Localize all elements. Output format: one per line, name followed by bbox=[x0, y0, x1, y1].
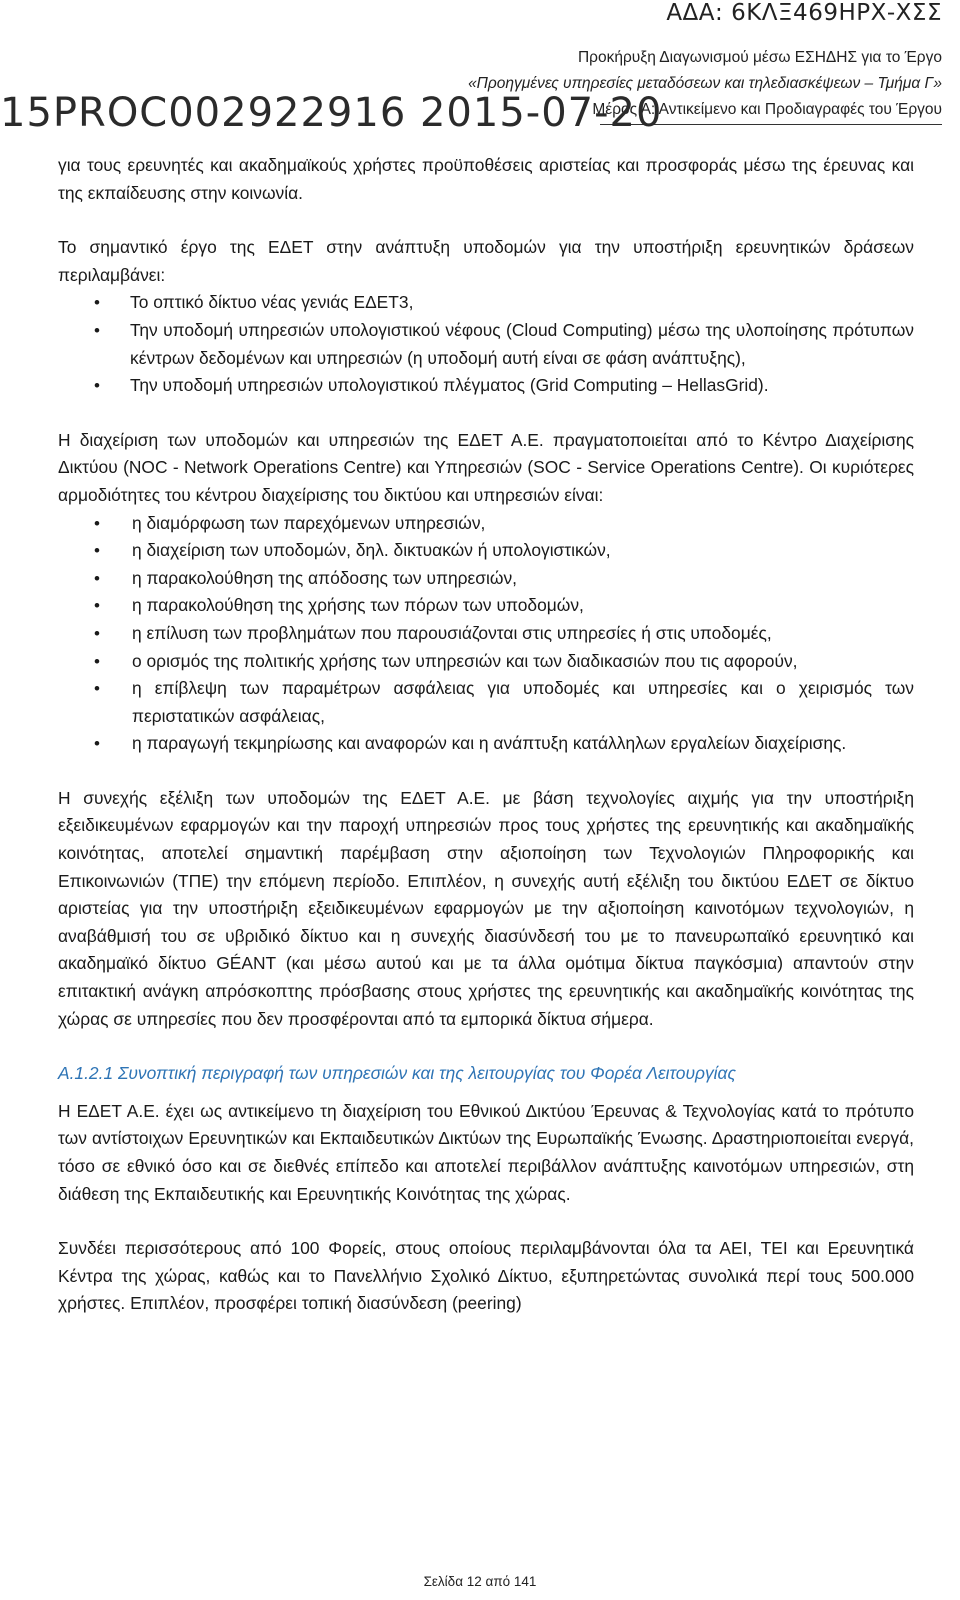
list-item: • η διαχείριση των υποδομών, δηλ. δικτυακών ή υπολογιστικών, bbox=[58, 537, 914, 565]
document-body bbox=[58, 152, 914, 1318]
bullet-icon: • bbox=[94, 679, 100, 699]
paragraph-5: Η ΕΔΕΤ Α.Ε. έχει ως αντικείμενο τη διαχείριση του Εθνικού Δικτύου Έρευνας & Τεχνολογίας κατά το πρότυπο των αντίστοιχων Ερευνητικών και Εκπαιδευτικών Δικτύων της Ευρωπαϊκής Ένωσης. Δραστηριοποιείται ενεργά, τόσο σε εθνικό όσο και σε διεθνές επίπεδο και αποτελεί περιβάλλον ανάπτυξης καινοτόμων υπηρεσιών, στη διάθεση της Εκπαιδευτικής και Ερευνητικής Κοινότητας της χώρας. bbox=[58, 1100, 914, 1204]
bullet-icon: • bbox=[94, 376, 100, 396]
infrastructure-list bbox=[58, 289, 914, 399]
list-item: • η παρακολούθηση της απόδοσης των υπηρεσιών, bbox=[58, 565, 914, 593]
header-line-2: «Προηγμένες υπηρεσίες μεταδόσεων και τηλεδιασκέψεων – Τμήμα Γ» bbox=[468, 75, 942, 92]
header-line-1: Προκήρυξη Διαγωνισμού μέσω ΕΣΗΔΗΣ για το Έργο bbox=[577, 49, 942, 66]
bullet-icon: • bbox=[94, 320, 100, 340]
paragraph-6: Συνδέει περισσότερους από 100 Φορείς, στους οποίους περιλαμβάνονται όλα τα ΑΕΙ, ΤΕΙ και Ερευνητικά Κέντρα της χώρας, καθώς και το Πανελλήνιο Σχολικό Δίκτυο, εξυπηρετώντας συνολικά περί τους 500.000 χρήστες. Επιπλέον, προσφέρει τοπική διασύνδεση (peering) bbox=[58, 1238, 914, 1314]
responsibilities-list bbox=[58, 510, 914, 758]
list-item: • η επίβλεψη των παραμέτρων ασφάλειας για υποδομές και υπηρεσίες και ο χειρισμός των περιστατικών ασφάλειας, bbox=[58, 675, 914, 730]
list-item: • Το οπτικό δίκτυο νέας γενιάς ΕΔΕΤ3, bbox=[58, 289, 914, 317]
list-item: • η επίλυση των προβλημάτων που παρουσιάζονται στις υπηρεσίες ή στις υποδομές, bbox=[58, 620, 914, 648]
protocol-stamp: 15PROC002922916 2015-07-20 bbox=[0, 90, 663, 136]
bullet-icon: • bbox=[94, 293, 100, 313]
bullet-icon: • bbox=[94, 596, 100, 616]
paragraph-3: Η διαχείριση των υποδομών και υπηρεσιών της ΕΔΕΤ Α.Ε. πραγματοποιείται από το Κέντρο Διαχείρισης Δικτύου (NOC - Network Operations Centre) και Υπηρεσιών (SOC - Service Operations Centre). Οι κυριότερες αρμοδιότητες του κέντρου διαχείρισης του δικτύου και υπηρεσιών είναι: bbox=[58, 429, 914, 505]
paragraph-4: Η συνεχής εξέλιξη των υποδομών της ΕΔΕΤ Α.Ε. με βάση τεχνολογίες αιχμής για την υποστήριξη εξειδικευμένων εφαρμογών και την παροχή υπηρεσιών προς τους χρήστες της ερευνητικής και ακαδημαϊκής κοινότητας, αποτελεί σημαντική παρέμβαση στην αξιοποίηση των Τεχνολογιών Πληροφορικής και Επικοινωνιών (ΤΠΕ) την επόμενη περίοδο. Επιπλέον, η συνεχής αυτή εξέλιξη του δικτύου ΕΔΕΤ σε δίκτυο αριστείας για την υποστήριξη εξειδικευμένων εφαρμογών με την αξιοποίηση καινοτόμων τεχνολογιών, η αναβάθμισή του σε υβριδικό δίκτυο και η συνεχής διασύνδεσή του με το πανευρωπαϊκό ερευνητικό και ακαδημαϊκό δίκτυο GÉANT (και μέσω αυτού και με τα άλλα ομότιμα δίκτυα παγκόσμια) απαντούν στην επιτακτική ανάγκη απρόσκοπτης πρόσβασης στους χρήστες της ερευνητικής και ακαδημαϊκής κοινότητας της χώρας σε υπηρεσίες που δεν προσφέρονται από τα εμπορικά δίκτυα σήμερα. bbox=[58, 787, 914, 1029]
list-item: • η παρακολούθηση της χρήσης των πόρων των υποδομών, bbox=[58, 592, 914, 620]
paragraph-1: για τους ερευνητές και ακαδημαϊκούς χρήστες προϋποθέσεις αριστείας και προσφοράς μέσω της έρευνας και της εκπαίδευσης στην κοινωνία. bbox=[58, 155, 914, 203]
list-item: • η διαμόρφωση των παρεχόμενων υπηρεσιών, bbox=[58, 510, 914, 538]
list-item: • ο ορισμός της πολιτικής χρήσης των υπηρεσιών και των διαδικασιών που τις αφορούν, bbox=[58, 648, 914, 676]
header-line-3: Μέρος Α: Αντικείμενο και Προδιαγραφές του Έργου bbox=[592, 101, 942, 118]
section-heading: Α.1.2.1 Συνοπτική περιγραφή των υπηρεσιών και της λειτουργίας του Φορέα Λειτουργίας bbox=[58, 1063, 736, 1084]
bullet-icon: • bbox=[94, 513, 100, 533]
bullet-icon: • bbox=[94, 734, 100, 754]
paragraph-2: Το σημαντικό έργο της ΕΔΕΤ στην ανάπτυξη υποδομών για την υποστήριξη ερευνητικών δράσεων περιλαμβάνει: bbox=[58, 237, 914, 285]
ada-code: ΑΔΑ: 6ΚΛΞ469ΗΡΧ-ΧΣΣ bbox=[666, 0, 942, 26]
list-item: • η παραγωγή τεκμηρίωσης και αναφορών και η ανάπτυξη κατάλληλων εργαλείων διαχείρισης. bbox=[58, 730, 914, 758]
bullet-icon: • bbox=[94, 541, 100, 561]
page-number: Σελίδα 12 από 141 bbox=[423, 1574, 537, 1589]
list-item: • Την υποδομή υπηρεσιών υπολογιστικού νέφους (Cloud Computing) μέσω της υλοποίησης πρότυπων κέντρων δεδομένων και υπηρεσιών (η υποδομή αυτή είναι σε φάση ανάπτυξης), bbox=[58, 317, 914, 372]
bullet-icon: • bbox=[94, 568, 100, 588]
bullet-icon: • bbox=[94, 623, 100, 643]
list-item: • Την υποδομή υπηρεσιών υπολογιστικού πλέγματος (Grid Computing – HellasGrid). bbox=[58, 372, 914, 400]
bullet-icon: • bbox=[94, 651, 100, 671]
